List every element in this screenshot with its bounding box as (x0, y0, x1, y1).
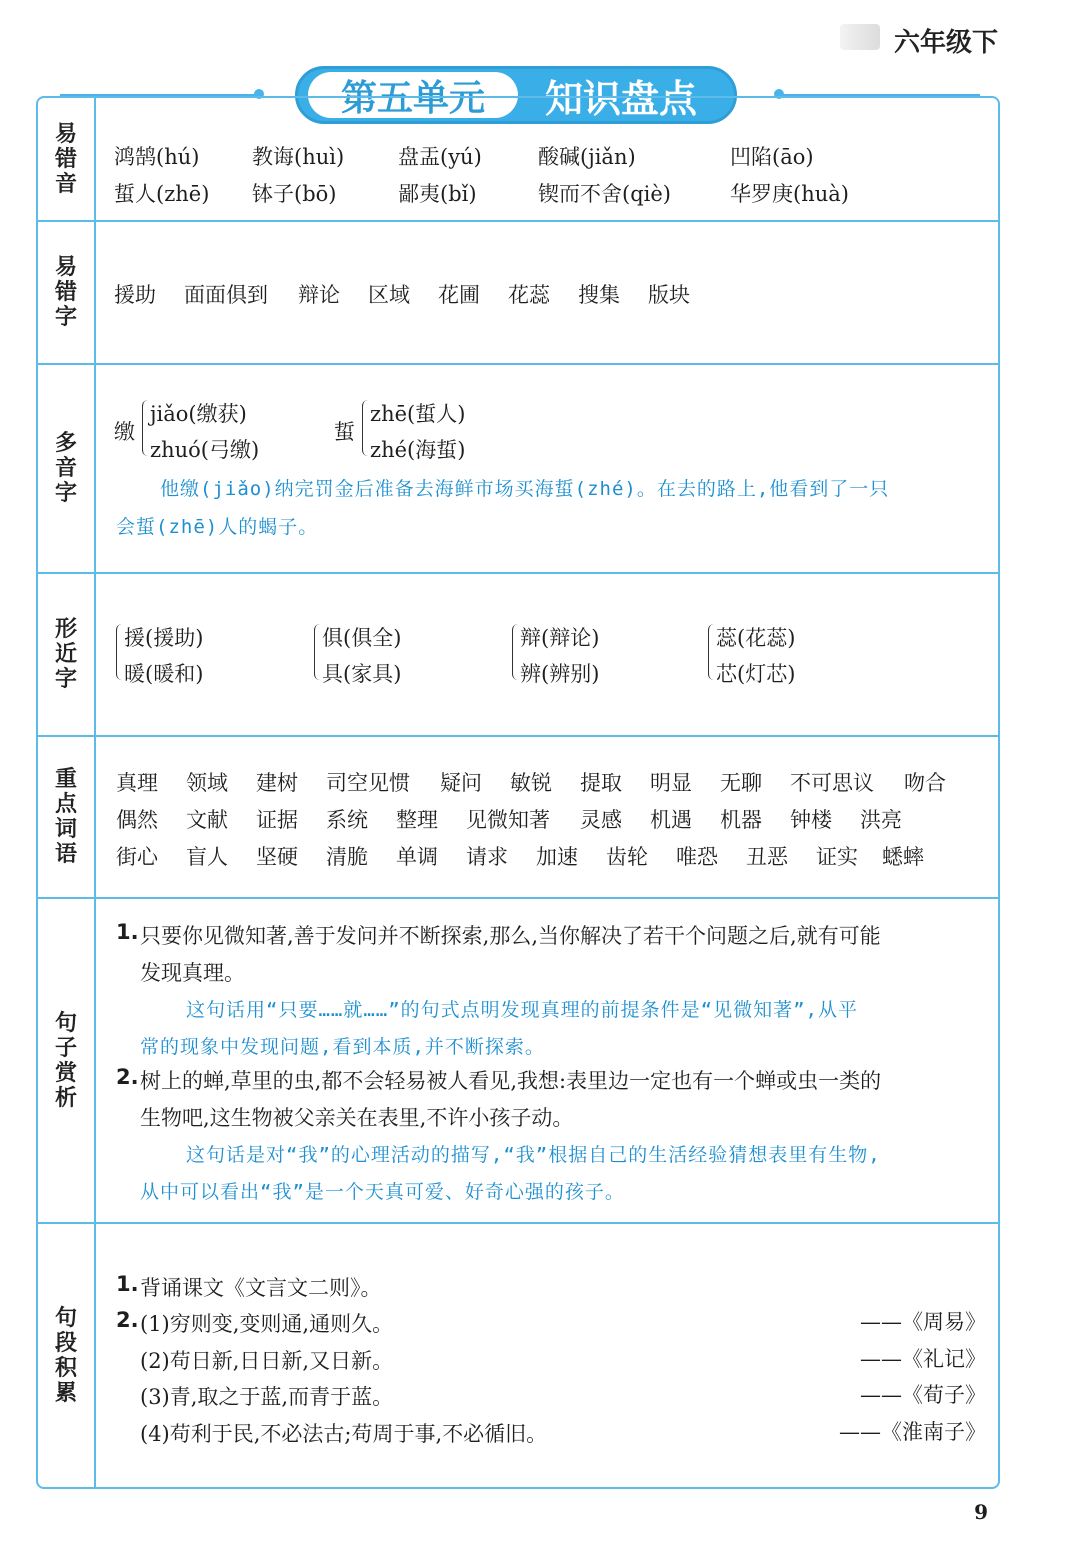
key-word: 蟋蟀 (882, 845, 924, 869)
key-word: 加速 (536, 845, 578, 869)
similar-char: 具(家具) (322, 662, 402, 686)
key-word: 齿轮 (606, 845, 648, 869)
polyphone-example: 他缴(jiǎo)纳完罚金后准备去海鲜市场买海蜇(zhé)。在去的路上,他看到了一只 (160, 478, 890, 500)
polyphone-reading: zhuó(弓缴) (150, 438, 260, 462)
key-word: 文献 (186, 808, 228, 832)
key-word: 司空见惯 (326, 771, 410, 795)
pinyin-item: 教诲(huì) (252, 145, 345, 169)
pinyin-item: 蜇人(zhē) (114, 182, 210, 206)
analysis-text: 这句话是对“我”的心理活动的描写,“我”根据自己的生活经验猜想表里有生物, (186, 1144, 881, 1166)
key-word: 疑问 (440, 771, 482, 795)
polyphone-char: 蜇 (334, 420, 355, 444)
section-label-yicuozi: 易 错 字 (54, 255, 77, 330)
key-word: 证据 (256, 808, 298, 832)
similar-char: 辨(辨别) (520, 662, 600, 686)
similar-char-pair (116, 622, 296, 688)
key-word: 建树 (256, 771, 298, 795)
brace (512, 624, 520, 680)
key-word: 丑恶 (746, 845, 788, 869)
pinyin-item: 酸碱(jiǎn) (538, 145, 636, 169)
pinyin-item: 锲而不舍(qiè) (538, 182, 671, 206)
pinyin-item: 华罗庚(huà) (730, 182, 849, 206)
pinyin-item: 盘盂(yú) (398, 145, 482, 169)
key-word: 系统 (326, 808, 368, 832)
analysis-text: 常的现象中发现问题,看到本质,并不断探索。 (140, 1036, 545, 1058)
accumulation-line: (1)穷则变,变则通,通则久。 (140, 1312, 394, 1336)
accumulation-line: (4)苟利于民,不必法古;苟周于事,不必循旧。 (140, 1422, 548, 1446)
section-label-yicuoyin: 易 错 音 (54, 121, 77, 197)
key-word: 证实 (816, 845, 858, 869)
brace (362, 400, 370, 456)
word-item: 花圃 (438, 283, 480, 307)
label-column-divider (94, 97, 96, 1488)
quote-source: ——《周易》 (860, 1310, 986, 1334)
accumulation-line: 背诵课文《文言文二则》。 (140, 1276, 382, 1300)
brace (314, 624, 322, 680)
row-divider (38, 1222, 998, 1224)
key-word: 真理 (116, 771, 158, 795)
key-word: 机遇 (650, 808, 692, 832)
quote-source: ——《礼记》 (860, 1347, 986, 1371)
key-word: 无聊 (720, 771, 762, 795)
key-word: 提取 (580, 771, 622, 795)
sentence-text: 树上的蝉,草里的虫,都不会轻易被人看见,我想:表里边一定也有一个蝉或虫一类的 (140, 1069, 882, 1093)
similar-char: 暖(暖和) (124, 662, 204, 686)
key-word: 见微知著 (466, 808, 550, 832)
accumulation-number: 1. (116, 1272, 139, 1296)
similar-char: 援(援助) (124, 626, 204, 650)
word-item: 区域 (368, 283, 410, 307)
section-label-duoyinzi: 多 音 字 (54, 431, 77, 506)
polyphone-reading: zhé(海蜇) (370, 438, 466, 462)
word-item: 花蕊 (508, 283, 550, 307)
analysis-text: 这句话用“只要……就……”的句式点明发现真理的前提条件是“见微知著”,从平 (186, 999, 858, 1021)
page-number: 9 (974, 1500, 988, 1524)
key-word: 整理 (396, 808, 438, 832)
row-divider (38, 897, 998, 899)
quote-source: ——《淮南子》 (839, 1420, 986, 1444)
section-label-juduan: 句 段 积 累 (54, 1306, 77, 1406)
sentence-text: 只要你见微知著,善于发问并不断探索,那么,当你解决了若干个问题之后,就有可能 (140, 924, 881, 948)
key-word: 请求 (466, 845, 508, 869)
quote-source: ——《荀子》 (860, 1383, 986, 1407)
row-divider (38, 572, 998, 574)
title-unit: 第五单元 (308, 72, 518, 118)
section-label-juzi: 句 子 赏 析 (54, 1010, 77, 1111)
section-label-xingjinzi: 形 近 字 (54, 617, 77, 692)
word-item: 版块 (648, 283, 690, 307)
polyphone-reading: jiǎo(缴获) (150, 402, 247, 426)
row-divider (38, 735, 998, 737)
brace (708, 624, 716, 680)
pinyin-item: 鸿鹄(hú) (114, 141, 199, 171)
key-word: 敏锐 (510, 771, 552, 795)
similar-char: 芯(灯芯) (716, 662, 796, 686)
key-word: 单调 (396, 845, 438, 869)
key-word: 唯恐 (676, 845, 718, 869)
sentence-text: 生物吧,这生物被父亲关在表里,不许小孩子动。 (140, 1106, 574, 1130)
accumulation-line: (3)青,取之于蓝,而青于蓝。 (140, 1385, 394, 1409)
key-word: 盲人 (186, 845, 228, 869)
word-item: 辩论 (298, 283, 340, 307)
polyphone-group (114, 398, 314, 464)
pinyin-item: 凹陷(āo) (730, 145, 814, 169)
key-word: 偶然 (116, 808, 158, 832)
accumulation-line: (2)苟日新,日日新,又日新。 (140, 1349, 394, 1373)
key-word: 机器 (720, 808, 762, 832)
similar-char: 蕊(花蕊) (716, 626, 796, 650)
sentence-number: 2. (116, 1065, 139, 1089)
key-word: 坚硬 (256, 845, 298, 869)
word-item: 援助 (114, 283, 156, 307)
title-topic: 知识盘点 (544, 76, 697, 121)
key-word: 清脆 (326, 845, 368, 869)
word-item: 面面俱到 (184, 283, 268, 307)
key-word: 灵感 (580, 808, 622, 832)
accumulation-number: 2. (116, 1308, 139, 1332)
sentence-number: 1. (116, 920, 139, 944)
header-decoration (840, 24, 880, 50)
analysis-text: 从中可以看出“我”是一个天真可爱、好奇心强的孩子。 (140, 1181, 625, 1203)
row-divider (38, 220, 998, 222)
polyphone-reading: zhē(蜇人) (370, 402, 466, 426)
key-word: 洪亮 (860, 808, 902, 832)
polyphone-char: 缴 (114, 420, 135, 444)
polyphone-example: 会蜇(zhē)人的蝎子。 (116, 516, 319, 538)
key-word: 不可思议 (790, 771, 874, 795)
key-word: 明显 (650, 771, 692, 795)
word-item: 搜集 (578, 283, 620, 307)
similar-char: 辩(辩论) (520, 626, 600, 650)
brace (116, 624, 124, 680)
similar-char: 俱(俱全) (322, 626, 402, 650)
similar-char-pair (512, 622, 692, 688)
pinyin-item: 钵子(bō) (252, 182, 337, 206)
section-label-zhongdian: 重 点 词 语 (54, 767, 77, 867)
brace (142, 400, 150, 456)
polyphone-group (334, 398, 534, 464)
similar-char-pair (708, 622, 888, 688)
key-word: 钟楼 (790, 808, 832, 832)
pinyin-item: 鄙夷(bǐ) (398, 182, 477, 206)
similar-char-pair (314, 622, 494, 688)
key-word: 街心 (116, 845, 158, 869)
row-divider (38, 363, 998, 365)
key-word: 吻合 (904, 771, 946, 795)
grade-label: 六年级下 (893, 28, 998, 58)
sentence-text: 发现真理。 (140, 961, 245, 985)
key-word: 领域 (186, 771, 228, 795)
